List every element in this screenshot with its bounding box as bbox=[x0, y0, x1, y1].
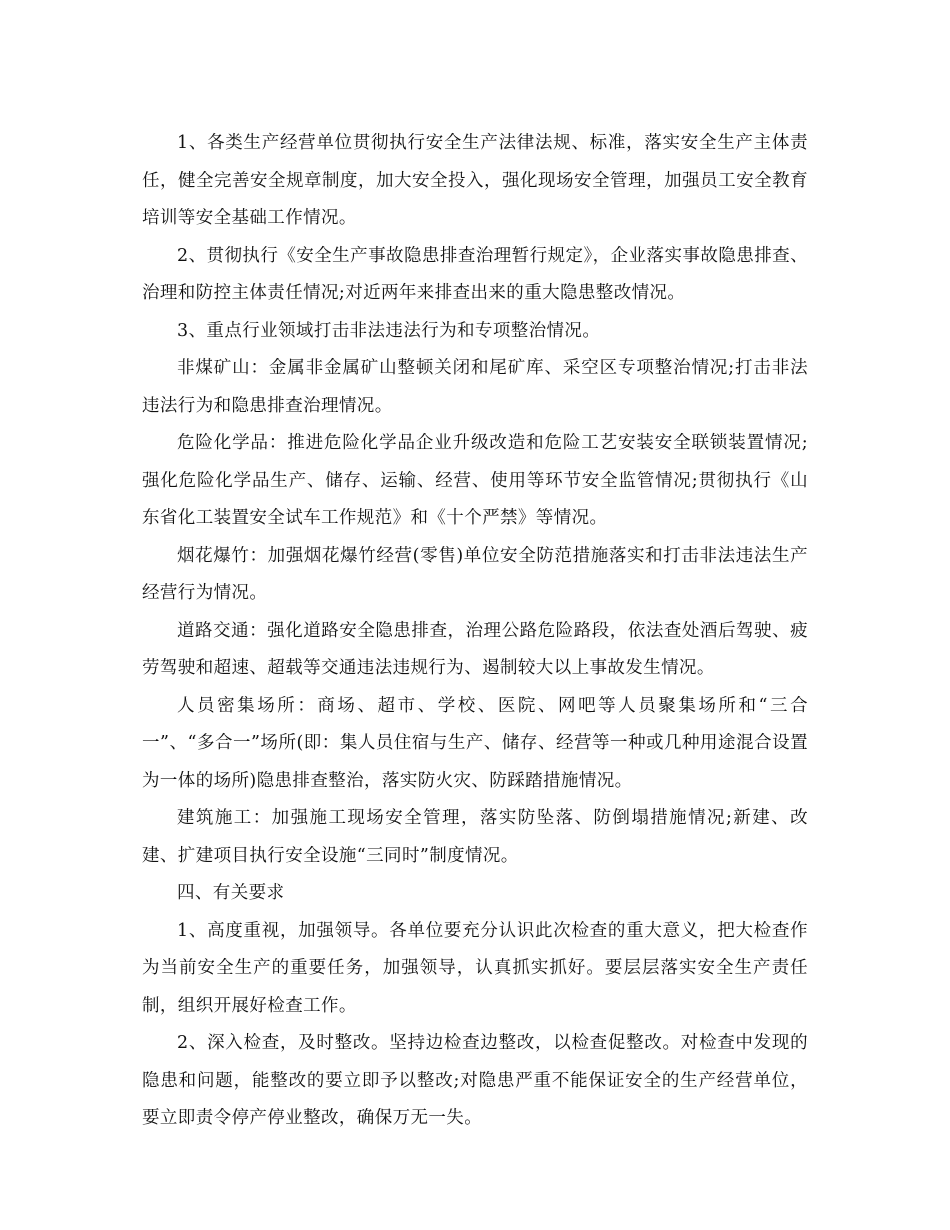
document-body bbox=[142, 125, 808, 1138]
paragraph-non-coal-mines: 非煤矿山：金属非金属矿山整顿关闭和尾矿库、采空区专项整治情况;打击非法违法行为和隐患排查治理情况。 bbox=[142, 358, 808, 416]
paragraph-requirement-2-rectification: 2、深入检查，及时整改。坚持边检查边整改，以检查促整改。对检查中发现的隐患和问题，能整改的要立即予以整改;对隐患严重不能保证安全的生产经营单位，要立即责令停产停业整改，确保万无一失。 bbox=[142, 1033, 808, 1128]
paragraph-hazardous-chemicals: 危险化学品：推进危险化学品企业升级改造和危险工艺安装安全联锁装置情况;强化危险化学品生产、储存、运输、经营、使用等环节安全监管情况;贯彻执行《山东省化工装置安全试车工作规范》和《十个严禁》等情况。 bbox=[142, 433, 808, 528]
paragraph-item-1-responsibility: 1、各类生产经营单位贯彻执行安全生产法律法规、标准，落实安全生产主体责任，健全完善安全规章制度，加大安全投入，强化现场安全管理，加强员工安全教育培训等安全基础工作情况。 bbox=[142, 133, 808, 228]
paragraph-requirement-1-leadership: 1、高度重视，加强领导。各单位要充分认识此次检查的重大意义，把大检查作为当前安全生产的重要任务，加强领导，认真抓实抓好。要层层落实安全生产责任制，组织开展好检查工作。 bbox=[142, 920, 808, 1016]
paragraph-construction: 建筑施工：加强施工现场安全管理，落实防坠落、防倒塌措施情况;新建、改建、扩建项目执行安全设施“三同时”制度情况。 bbox=[142, 808, 808, 866]
paragraph-item-2-hazard-regulation: 2、贯彻执行《安全生产事故隐患排查治理暂行规定》，企业落实事故隐患排查、治理和防控主体责任情况;对近两年来排查出来的重大隐患整改情况。 bbox=[142, 245, 808, 303]
paragraph-item-3-key-industries: 3、重点行业领域打击非法违法行为和专项整治情况。 bbox=[177, 320, 601, 341]
paragraph-crowded-places: 人员密集场所：商场、超市、学校、医院、网吧等人员聚集场所和“三合一”、“多合一”场所(即：集人员住宿与生产、储存、经营等一种或几种用途混合设置为一体的场所)隐患排查整治，落实防火灾、防踩踏措施情况。 bbox=[142, 695, 808, 791]
paragraph-fireworks: 烟花爆竹：加强烟花爆竹经营(零售)单位安全防范措施落实和打击非法违法生产经营行为情况。 bbox=[142, 545, 808, 603]
paragraph-road-traffic: 道路交通：强化道路安全隐患排查，治理公路危险路段，依法查处酒后驾驶、疲劳驾驶和超速、超载等交通违法违规行为、遏制较大以上事故发生情况。 bbox=[142, 620, 808, 678]
section-heading-requirements: 四、有关要求 bbox=[177, 883, 285, 903]
